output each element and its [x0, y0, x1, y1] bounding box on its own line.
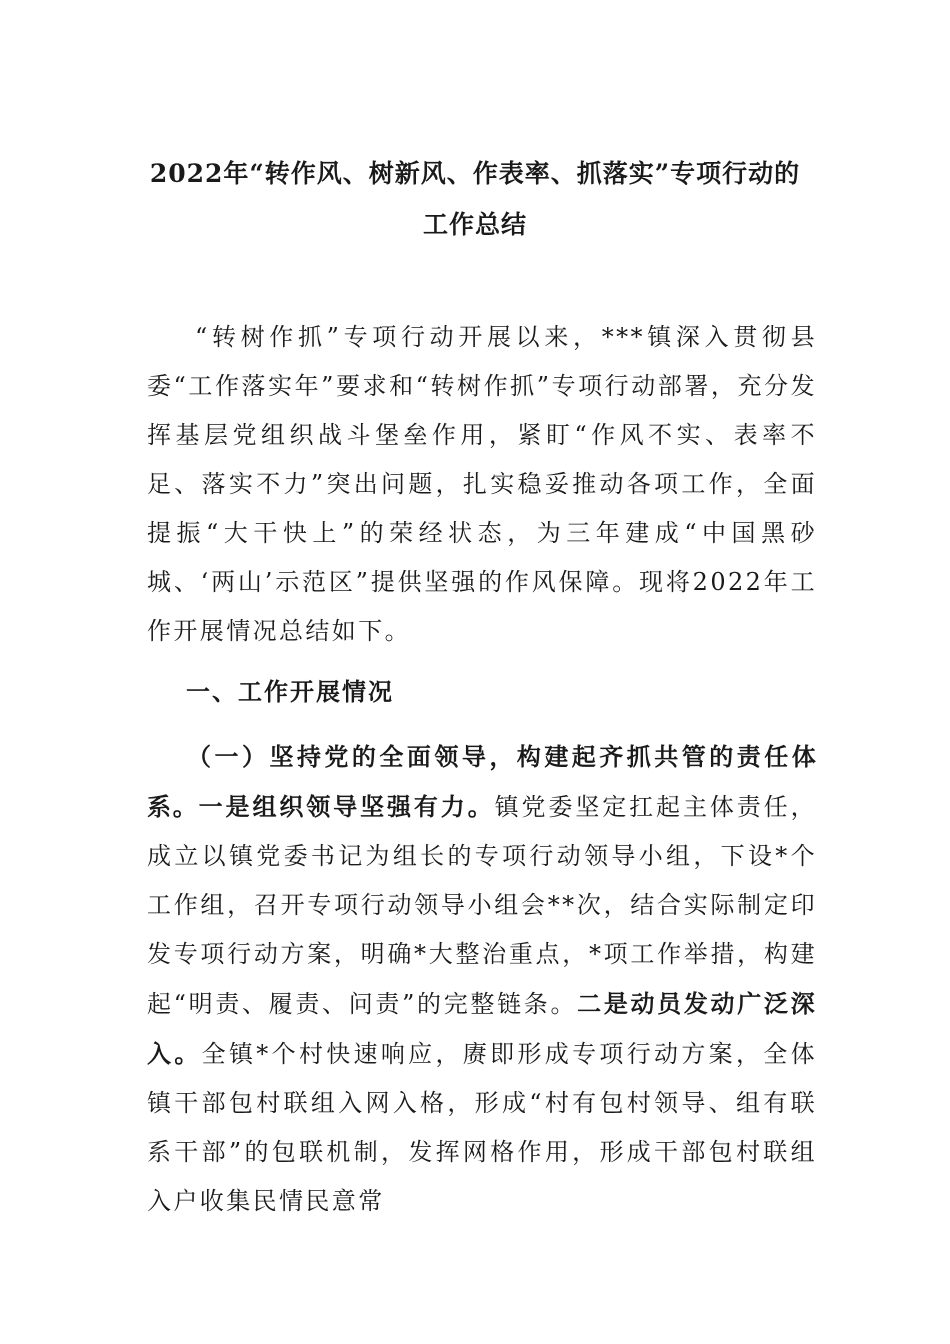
document-title-line1: 2022年“转作风、树新风、作表率、抓落实”专项行动的: [149, 159, 801, 188]
subsection-1-heading: （一）坚持党的全面领导，构建起齐抓共管的责任体系。: [147, 742, 817, 821]
section-heading-1: 一、工作开展情况: [186, 678, 394, 706]
point-1-label: 一是组织领导坚强有力。: [198, 792, 495, 821]
intro-paragraph: “转树作抓”专项行动开展以来，***镇深入贯彻县委“工作落实年”要求和“转树作抓”专项行动部署，充分发挥基层党组织战斗堡垒作用，紧盯“作风不实、表率不足、落实不力”突出问题，扎实稳妥推动各项工作，全面提振“大干快上”的荣经状态，为三年建成“中国黑砂城、‘两山’示范区”提供坚强的作风保障。现将2022年工作开展情况总结如下。: [147, 323, 817, 645]
subsection-1-paragraph: [147, 732, 817, 1226]
point-2-label: 二是动员发动广泛深入。: [147, 989, 817, 1068]
document-title-line2: 工作总结: [422, 210, 527, 239]
point-2-text: 全镇*个村快速响应，赓即形成专项行动方案，全体镇干部包村联组入网入格，形成“村有包村领导、组有联系干部”的包联机制，发挥网格作用，形成干部包村联组入户收集民情民意常: [147, 1040, 817, 1215]
point-1-text: 镇党委坚定扛起主体责任，成立以镇党委书记为组长的专项行动领导小组，下设*个工作组，召开专项行动领导小组会**次，结合实际制定印发专项行动方案，明确*大整治重点，*项工作举措，构建起“明责、履责、问责”的完整链条。: [147, 793, 817, 1018]
